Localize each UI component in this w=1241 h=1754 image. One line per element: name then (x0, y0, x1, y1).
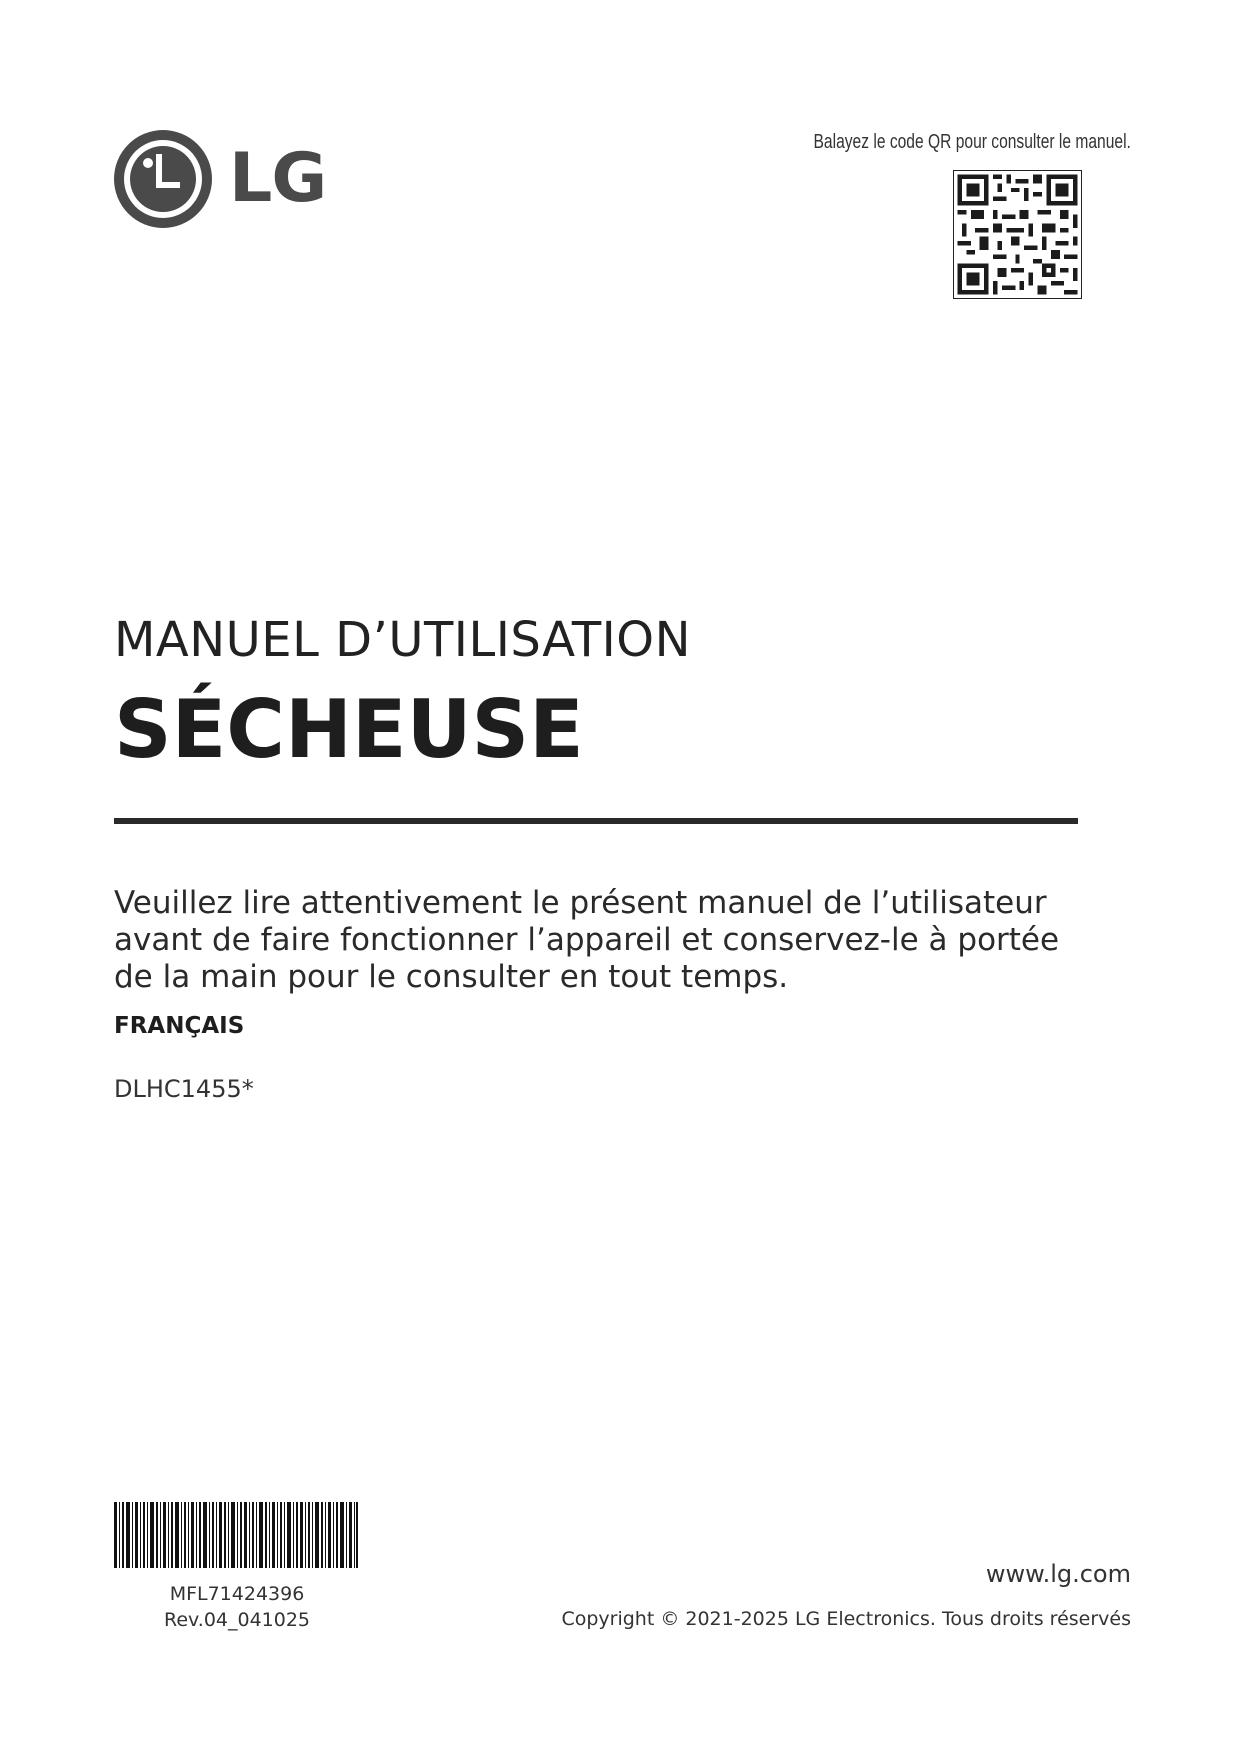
qr-caption: Balayez le code QR pour consulter le manuel. (813, 131, 1131, 153)
language-label: FRANÇAIS (114, 1013, 245, 1039)
lg-face-icon (114, 130, 212, 228)
copyright-notice: Copyright © 2021-2025 LG Electronics. Tous droits réservés (561, 1608, 1131, 1630)
title-divider (114, 818, 1078, 824)
model-number: DLHC1455* (114, 1075, 254, 1103)
qr-code-icon[interactable] (953, 170, 1082, 299)
part-number: MFL71424396 (169, 1583, 305, 1605)
website-link[interactable]: www.lg.com (985, 1560, 1131, 1588)
lg-wordmark: LG (229, 139, 327, 218)
reading-instructions: Veuillez lire attentivement le présent manuel de l’utilisateur avant de faire fonctionner l’appareil et conservez-le à portée de la main pour le consulter en tout temps. (114, 885, 1060, 995)
page-title: SÉCHEUSE (114, 683, 584, 776)
barcode-icon (114, 1502, 358, 1568)
revision-code: Rev.04_041025 (163, 1609, 311, 1631)
document-type: MANUEL D’UTILISATION (114, 612, 691, 668)
lg-logo (114, 130, 344, 230)
